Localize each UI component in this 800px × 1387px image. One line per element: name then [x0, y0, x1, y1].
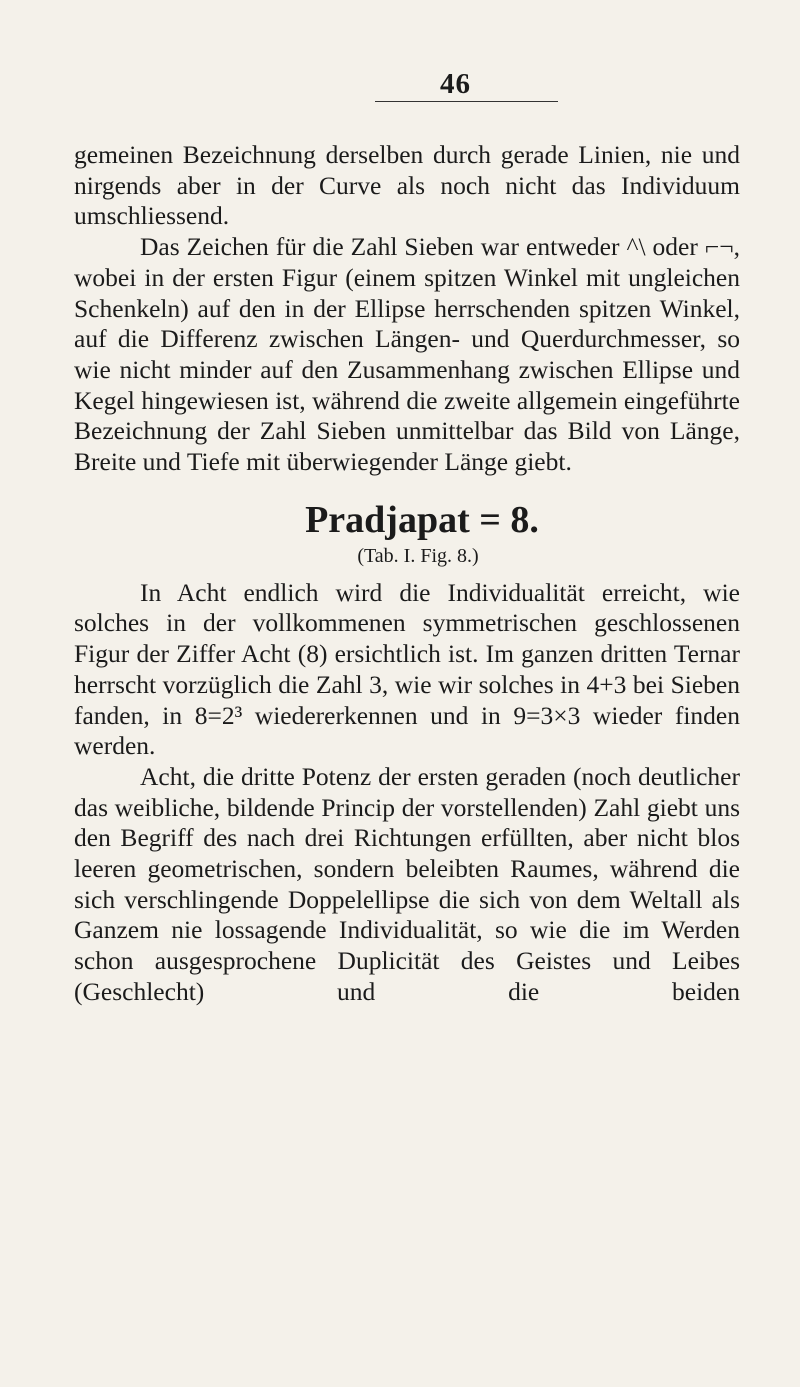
paragraph-3: In Acht endlich wird die Individualität erreicht, wie solches in der vollkommenen symmetrischen geschlossenen Figur der Ziffer Acht (8) ersichtlich ist. Im ganzen dritten Ternar herrscht vorzüglich die Zahl 3, wie wir solches in 4+3 bei Sieben fanden, in 8=2³ wiedererkennen und in 9=3×3 wieder finden werden. — [74, 577, 740, 761]
paragraph-1: gemeinen Bezeichnung derselben durch gerade Linien, nie und nirgends aber in der Curve als noch nicht das Individuum umschliessend. — [74, 140, 740, 231]
body-text — [74, 140, 740, 1008]
paragraph-2: Das Zeichen für die Zahl Sieben war entweder ^\ oder ⌐¬, wobei in der ersten Figur (einem spitzen Winkel mit ungleichen Schenkeln) auf den in der Ellipse herrschenden spitzen Winkel, auf die Differenz zwischen Längen- und Querdurchmesser, so wie nicht minder auf den Zusammenhang zwischen Ellipse und Kegel hingewiesen ist, während die zweite allgemein eingeführte Bezeichnung der Zahl Sieben unmittelbar das Bild von Länge, Breite und Tiefe mit überwiegender Länge giebt. — [74, 232, 740, 477]
paragraph-4: Acht, die dritte Potenz der ersten geraden (noch deutlicher das weibliche, bildende Princip der vorstellenden) Zahl giebt uns den Begriff des nach drei Richtungen erfüllten, aber nicht blos leeren geometrischen, sondern beleibten Raumes, während die sich verschlingende Doppelellipse die sich von dem Weltall als Ganzem nie lossagende Individualität, so wie die im Werden schon ausgesprochene Duplicität des Geistes und Leibes (Geschlecht) und die beiden — [74, 761, 740, 1006]
section-heading: Pradjapat = 8. — [305, 498, 539, 541]
header-rule — [375, 101, 558, 102]
section-subheading: (Tab. I. Fig. 8.) — [357, 544, 479, 567]
page-number: 46 — [440, 68, 471, 100]
